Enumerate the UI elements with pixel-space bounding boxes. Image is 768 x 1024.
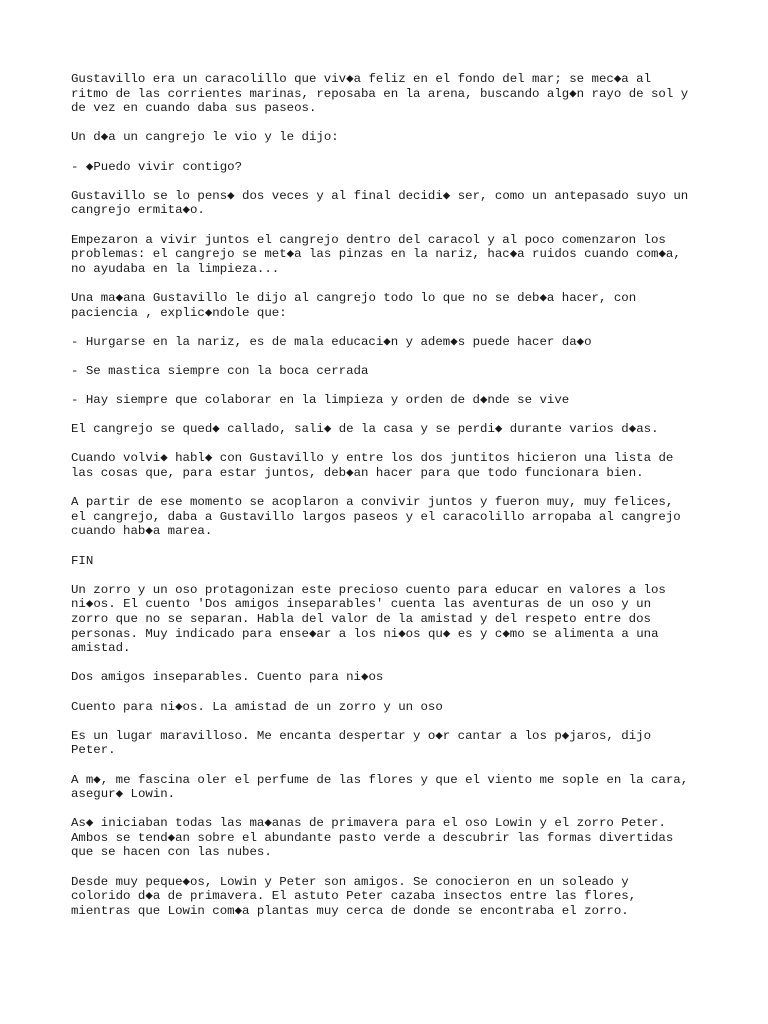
- story-subtitle: Cuento para ni◆os. La amistad de un zorro y un oso: [71, 699, 443, 714]
- paragraph: Empezaron a vivir juntos el cangrejo dentro del caracol y al poco comenzaron los problemas: el cangrejo se met◆a las pinzas en la nariz, hac◆a ruidos cuando com◆a, no ayudaba en la limpieza...: [71, 232, 681, 276]
- paragraph: As◆ iniciaban todas las ma◆anas de primavera para el oso Lowin y el zorro Peter. Ambos se tend◆an sobre el abundante pasto verde a descubrir las formas divertidas que se hacen con las nubes.: [71, 816, 674, 860]
- paragraph: A m◆, me fascina oler el perfume de las flores y que el viento me sople en la cara, asegur◆ Lowin.: [71, 772, 689, 802]
- paragraph: Cuando volvi◆ habl◆ con Gustavillo y entre los dos juntitos hicieron una lista de las cosas que, para estar juntos, deb◆an hacer para que todo funcionara bien.: [71, 451, 674, 481]
- paragraph: Un d◆a un cangrejo le vio y le dijo:: [71, 130, 339, 145]
- paragraph: A partir de ese momento se acoplaron a convivir juntos y fueron muy, muy felices, el cangrejo, daba a Gustavillo largos paseos y el caracolillo arropaba al cangrejo cuando hab◆a marea.: [71, 495, 681, 539]
- list-item: - Hurgarse en la nariz, es de mala educaci◆n y adem◆s puede hacer da◆o: [71, 334, 592, 349]
- list-item: - Hay siempre que colaborar en la limpieza y orden de d◆nde se vive: [71, 393, 570, 408]
- paragraph: Un zorro y un oso protagonizan este precioso cuento para educar en valores a los ni◆os. El cuento 'Dos amigos inseparables' cuenta las aventuras de un oso y un zorro que no se separan. Habla del valor de la amistad y del respeto entre dos personas. Muy indicado para ense◆ar a los ni◆os qu◆ es y c◆mo se alimenta a una amistad.: [71, 582, 666, 656]
- story-title: Dos amigos inseparables. Cuento para ni◆os: [71, 670, 384, 685]
- paragraph: - ◆Puedo vivir contigo?: [71, 159, 243, 174]
- list-item: - Se mastica siempre con la boca cerrada: [71, 363, 369, 378]
- document-page: [71, 72, 711, 933]
- paragraph: Desde muy peque◆os, Lowin y Peter son amigos. Se conocieron en un soleado y colorido d◆a de primavera. El astuto Peter cazaba insectos entre las flores, mientras que Lowin com◆a plantas muy cerca de donde se encontraba el zorro.: [71, 874, 637, 918]
- paragraph: Gustavillo se lo pens◆ dos veces y al final decidi◆ ser, como un antepasado suyo un cangrejo ermita◆o.: [71, 188, 689, 218]
- paragraph: Es un lugar maravilloso. Me encanta despertar y o◆r cantar a los p◆jaros, dijo Peter.: [71, 728, 652, 758]
- paragraph: Gustavillo era un caracolillo que viv◆a feliz en el fondo del mar; se mec◆a al ritmo de las corrientes marinas, reposaba en la arena, buscando alg◆n rayo de sol y de vez en cuando daba sus paseos.: [71, 72, 689, 116]
- paragraph: El cangrejo se qued◆ callado, sali◆ de la casa y se perdi◆ durante varios d◆as.: [71, 422, 659, 437]
- end-marker: FIN: [71, 553, 94, 568]
- paragraph: Una ma◆ana Gustavillo le dijo al cangrejo todo lo que no se deb◆a hacer, con paciencia , explic◆ndole que:: [71, 290, 637, 320]
